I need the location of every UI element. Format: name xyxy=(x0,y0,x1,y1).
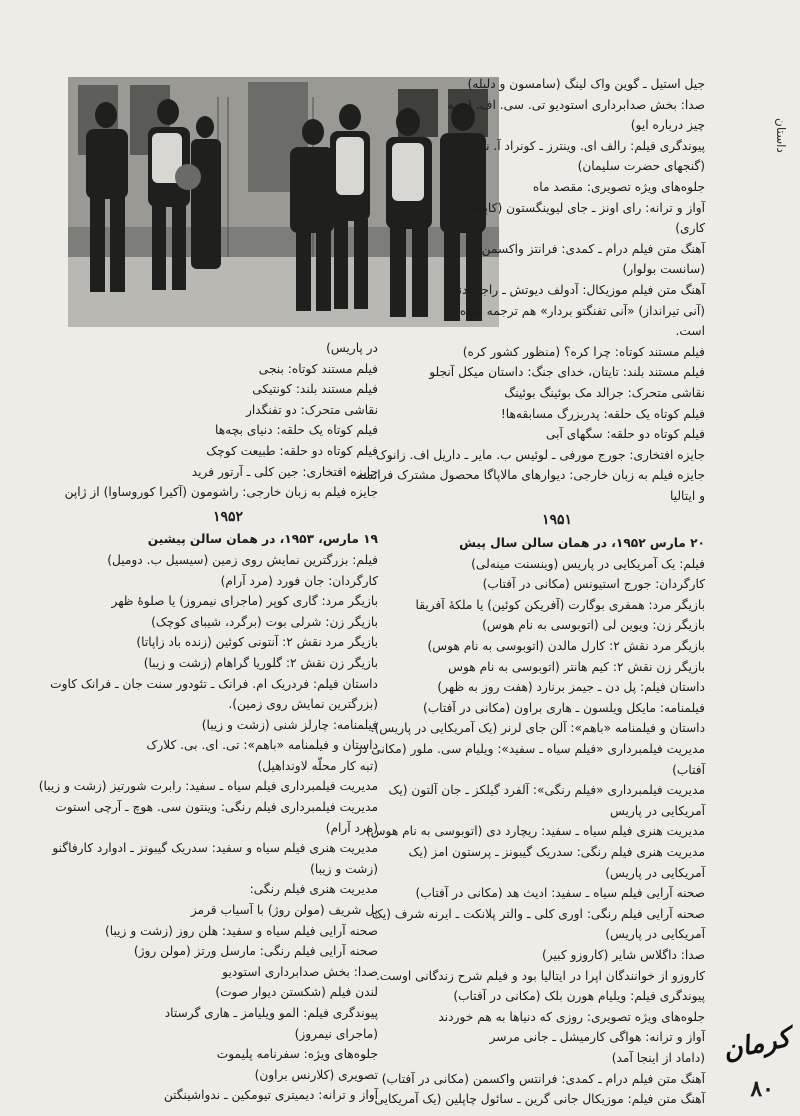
year-heading-1952: ۱۹۵۲ xyxy=(212,508,244,525)
text-line: کاری) xyxy=(675,221,705,236)
text-line: داستان فیلم: فردریک ام. فرانک ـ تئودور سنت جان ـ فرانک کاوت xyxy=(50,676,378,691)
left-bottom-lines xyxy=(38,550,378,1106)
text-line: و ایتالیا xyxy=(669,488,705,503)
text-line: آمریکایی در پاریس) xyxy=(605,865,705,880)
text-line: (زشت و زیبا) xyxy=(310,861,378,876)
text-line: چیز درباره ایو) xyxy=(630,118,705,133)
text-line: آمریکایی در پاریس xyxy=(609,803,705,818)
text-line: بازیگر زن: ویوین لی (اتوبوسی به نام هوس) xyxy=(482,618,705,633)
page-number: ۸۰ xyxy=(750,1076,774,1102)
text-line: (تبه کار محلّه لاونداهیل) xyxy=(257,758,378,773)
ceremony-line-1952: ۱۹ مارس، ۱۹۵۳، در همان سالن پیشین xyxy=(147,532,378,547)
text-line: فیلم کوتاه دو حلقه: طبیعت کوچک xyxy=(206,443,378,458)
text-line: جایزه فیلم به زبان خارجی: دیوارهای مالاپاگا محصول مشترک فرانسه xyxy=(356,468,705,483)
text-line: جایزه افتخاری: جین کلی ـ آرتور فرید xyxy=(191,464,378,479)
text-line: (مرد آرام) xyxy=(325,820,378,835)
right-column xyxy=(356,74,705,1110)
text-line: پیوندگری فیلم: المو ویلیامز ـ هاری گرستاد xyxy=(164,1006,378,1020)
text-line: فیلم مستند کوتاه: چرا کره؟ (منظور کشور کره) xyxy=(462,344,705,359)
text-line: فیلم: بزرگترین نمایش روی زمین (سیسیل ب. دومیل) xyxy=(107,552,378,567)
text-line: لندن فیلم (شکستن دیوار صوت) xyxy=(215,985,378,1000)
text-line: آواز و ترانه: هواگی کارمیشل ـ جانی مرسر xyxy=(489,1030,705,1045)
text-line: بازیگر مرد: گاری کوپر (ماجرای نیمروز) یا صلوهٔ ظهر xyxy=(111,594,378,609)
text-line: صدا: بخش صدابرداری استودیو تی. سی. اف. (همه xyxy=(447,97,705,112)
text-line: بازیگر مرد نقش ۲: آنتونی کوئین (زنده باد زاپاتا) xyxy=(136,635,378,650)
text-line: آمریکایی در پاریس) xyxy=(605,927,705,942)
text-line: است. xyxy=(675,324,705,339)
text-line: مدیریت هنری فیلم سیاه ـ سفید: ریچارد دی (اتوبوسی به نام هوس) xyxy=(365,824,705,839)
text-line: آهنگ متن فیلم: موزیکال جانی گرین ـ سائول چاپلین (یک آمریکایی xyxy=(374,1092,705,1107)
text-line: مدیریت هنری فیلم سیاه و سفید: سدریک گیبونز ـ ادوارد کارفاگنو xyxy=(52,841,378,856)
section-label: داستان xyxy=(774,118,788,153)
text-line: بازیگر مرد: همفری بوگارت (آفریکن کوئین) یا ملکهٔ آفریقا xyxy=(415,597,705,612)
text-line: فیلم کوتاه یک حلقه: دنیای بچه‌ها xyxy=(215,423,378,438)
text-line: مدیریت فیلمبرداری فیلم رنگی: وینتون سی. هوچ ـ آرچی استوت xyxy=(55,800,378,815)
ceremony-line-1951: ۲۰ مارس ۱۹۵۲، در همان سالن سال پیش xyxy=(459,536,705,551)
text-line: فیلمنامه: مایکل ویلسون ـ هاری براون (مکانی در آفتاب) xyxy=(422,700,705,715)
text-line: جلوه‌های ویژه: سفرنامه پلیموت xyxy=(216,1047,378,1062)
text-line: صحنه آرایی فیلم سیاه و سفید: هلن روز (زشت و زیبا) xyxy=(105,923,378,938)
text-line: کاروزو از خوانندگان اپرا در ایتالیا بود و فیلم شرح زندگانی اوست. xyxy=(375,968,705,983)
text-line: فیلم مستند کوتاه: بنجی xyxy=(258,361,378,376)
text-line: داستان و فیلمنامه «باهم»: آلن جای لرنر (یک آمریکایی در پاریس). xyxy=(370,721,705,736)
text-line: صحنه آرایی فیلم رنگی: اوری کلی ـ والتر پلانکت ـ ایرنه شرف (یک xyxy=(371,906,705,921)
right-bottom-lines xyxy=(356,554,705,1110)
text-line: مدیریت هنری فیلم رنگی: xyxy=(249,882,378,897)
text-line: پل شریف (مولن روژ) با آسیاب قرمز xyxy=(190,903,378,918)
text-line: جلوه‌های ویژه تصویری: مقصد ماه xyxy=(532,179,705,194)
text-line: صدا: بخش صدابرداری استودیو xyxy=(222,964,378,979)
text-line: (سانست بولوار) xyxy=(622,262,705,277)
text-line: فیلم مستند بلند: تایتان، خدای جنگ: داستان میکل آنجلو xyxy=(429,365,705,380)
text-line: آفتاب) xyxy=(672,762,705,777)
text-line: (بزرگترین نمایش روی زمین). xyxy=(228,697,378,712)
text-line: بازیگر زن نقش ۲: کیم هانتر (اتوبوسی به نام هوس xyxy=(448,659,705,674)
text-line: آهنگ متن فیلم درام ـ کمدی: فرانتس واکسمن (مکانی در آفتاب) xyxy=(381,1071,705,1086)
text-line: (ماجرای نیمروز) xyxy=(294,1026,378,1041)
text-line: تصویری (کلارنس براون) xyxy=(254,1067,378,1082)
text-line: جایزه فیلم به زبان خارجی: راشومون (آکیرا کوروساوا) از ژاپن xyxy=(64,485,378,500)
text-line: نقاشی متحرک: دو تفنگدار xyxy=(245,402,378,417)
text-line: کارگردان: جان فورد (مرد آرام) xyxy=(220,573,378,588)
text-line: فیلمنامه: چارلز شنی (زشت و زیبا) xyxy=(201,717,378,732)
text-line: مدیریت فیلمبرداری «فیلم سیاه ـ سفید»: ویلیام سی. ملور (مکانی در xyxy=(356,742,705,756)
left-column xyxy=(38,338,378,1106)
text-line: جیل استیل ـ گوین واک لینگ (سامسون و دلیله) xyxy=(467,77,705,91)
right-top-lines xyxy=(356,74,705,506)
text-line: پیوندگری فیلم: رالف ای. وینترز ـ کونراد آ. نرویگ xyxy=(459,138,705,153)
text-line: (گنجهای حضرت سلیمان) xyxy=(577,159,705,174)
text-line: بازیگر مرد نقش ۲: کارل مالدن (اتوبوسی به نام هوس) xyxy=(427,639,705,654)
magazine-logo: کرمان xyxy=(720,1022,793,1067)
text-line: بازیگر زن نقش ۲: گلوریا گراهام (زشت و زیبا) xyxy=(143,655,378,670)
text-line: داستان و فیلمنامه «باهم»: تی. ای. بی. کلارک xyxy=(146,738,378,753)
text-line: فیلم مستند بلند: کونتیکی xyxy=(252,382,378,397)
text-line: صدا: داگلاس شایر (کاروزو کبیر) xyxy=(542,947,705,962)
text-line: آواز و ترانه: رای اونز ـ جای لیوینگستون (کاپیتان xyxy=(464,200,705,215)
text-line: مدیریت فیلمبرداری «فیلم رنگی»: آلفرد گیلکز ـ جان آلتون (یک xyxy=(388,783,705,798)
text-line: پیوندگری فیلم: ویلیام هورن بلک (مکانی در آفتاب) xyxy=(453,989,705,1004)
text-line: در پاریس) xyxy=(326,341,378,355)
left-top-lines xyxy=(64,338,378,503)
text-line: صحنه آرایی فیلم رنگی: مارسل ورتز (مولن روژ) xyxy=(133,944,378,959)
text-line: مدیریت فیلمبرداری فیلم سیاه ـ سفید: رابرت شورتیز (زشت و زیبا) xyxy=(38,779,378,794)
text-line: داستان فیلم: پل دن ـ جیمز برنارد (هفت روز به ظهر) xyxy=(437,680,705,695)
text-line: آواز و ترانه: دیمیتری تیومکین ـ ندواشینگتن xyxy=(163,1088,378,1103)
year-heading-1951: ۱۹۵۱ xyxy=(541,512,573,529)
text-line: آهنگ متن فیلم موزیکال: آدولف دیوتش ـ راجر ادنز xyxy=(451,282,705,297)
text-line: فیلم کوتاه یک حلقه: پدربزرگ مسابقه‌ها! xyxy=(500,406,705,421)
text-line: فیلم کوتاه دو حلقه: سگهای آبی xyxy=(545,427,705,442)
text-line: کارگردان: جورج استیونس (مکانی در آفتاب) xyxy=(482,577,705,592)
text-line: جایزه افتخاری: جورج مورفی ـ لوئیس ب. مایر ـ داریل اف. زانوک xyxy=(375,447,705,462)
text-line: صحنه آرایی فیلم سیاه ـ سفید: ادیث هد (مکانی در آفتاب) xyxy=(415,886,705,901)
text-line: بازیگر زن: شرلی بوت (برگرد، شیبای کوچک) xyxy=(151,614,378,629)
text-line: آهنگ متن فیلم درام ـ کمدی: فرانتز واکسمن xyxy=(481,241,705,256)
text-line: (داماد از اینجا آمد) xyxy=(611,1050,705,1065)
text-line: جلوه‌های ویژه تصویری: روزی که دنیاها به هم خوردند xyxy=(438,1009,705,1024)
text-line: فیلم: یک آمریکایی در پاریس (وینسنت مینه‌لی) xyxy=(471,556,705,571)
text-line: نقاشی متحرک: جرالد مک بوئینگ بوئینگ xyxy=(504,385,705,400)
text-line: (آنی تیرانداز) «آنی تفنگتو بردار» هم ترجمه شده xyxy=(459,303,705,318)
text-line: مدیریت هنری فیلم رنگی: سدریک گیبونز ـ پرستون امز (یک xyxy=(408,844,705,859)
